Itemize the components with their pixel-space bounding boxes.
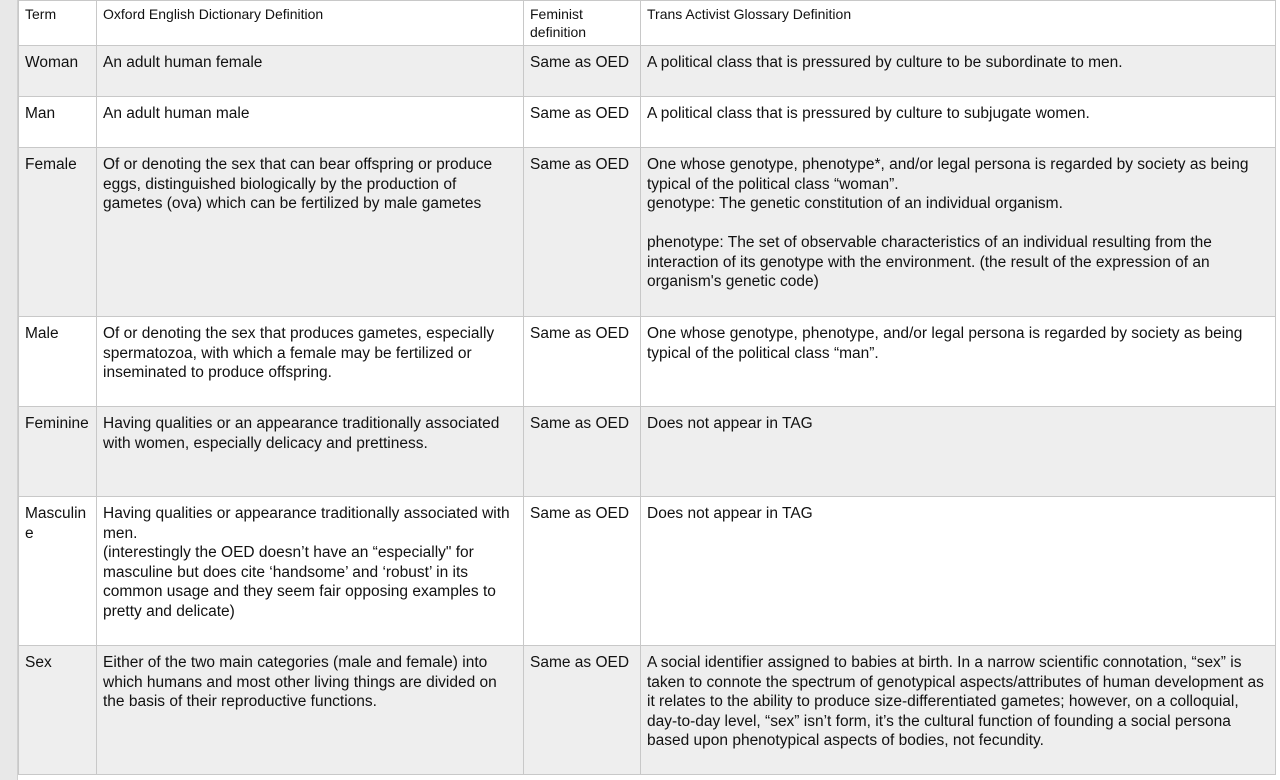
definitions-table: [18, 0, 1276, 775]
cell-tag[interactable]: A social identifier assigned to babies at birth. In a narrow scientific connotation, “sex” is taken to connote the spectrum of genotypical aspects/attributes of human development as it relates to the ability to produce size-differentiated gametes; however, on a colloquial, day-to-day level, “sex” isn’t form, it’s the cultural function of founding a social persona based upon phenotypical aspects of bodies, not fecundity.: [641, 646, 1276, 775]
table-row: [19, 646, 1276, 775]
cell-term[interactable]: Male: [19, 317, 97, 407]
cell-tag[interactable]: A political class that is pressured by culture to be subordinate to men.: [641, 46, 1276, 97]
header-oed[interactable]: Oxford English Dictionary Definition: [97, 1, 524, 46]
document-page[interactable]: [18, 0, 1280, 780]
cell-term[interactable]: Masculine: [19, 497, 97, 646]
cell-term[interactable]: Sex: [19, 646, 97, 775]
cell-feminist[interactable]: Same as OED: [524, 407, 641, 497]
cell-feminist[interactable]: Same as OED: [524, 646, 641, 775]
cell-tag[interactable]: Does not appear in TAG: [641, 497, 1276, 646]
cell-oed[interactable]: An adult human female: [97, 46, 524, 97]
cell-oed[interactable]: Of or denoting the sex that can bear offspring or produce eggs, distinguished biologically by the production of gametes (ova) which can be fertilized by male gametes: [97, 148, 524, 317]
cell-term[interactable]: Man: [19, 97, 97, 148]
cell-tag[interactable]: Does not appear in TAG: [641, 407, 1276, 497]
cell-oed[interactable]: Either of the two main categories (male and female) into which humans and most other living things are divided on the basis of their reproductive functions.: [97, 646, 524, 775]
cell-oed[interactable]: Having qualities or appearance traditionally associated with men. (interestingly the OED doesn’t have an “especially" for masculine but does cite ‘handsome’ and ‘robust’ in its common usage and they seem fair opposing examples to pretty and delicate): [97, 497, 524, 646]
header-feminist[interactable]: Feminist definition: [524, 1, 641, 46]
cell-term[interactable]: Female: [19, 148, 97, 317]
cell-feminist[interactable]: Same as OED: [524, 97, 641, 148]
table-row: [19, 97, 1276, 148]
document-margin: [0, 0, 18, 780]
cell-oed[interactable]: An adult human male: [97, 97, 524, 148]
cell-feminist[interactable]: Same as OED: [524, 46, 641, 97]
cell-tag[interactable]: One whose genotype, phenotype, and/or legal persona is regarded by society as being typical of the political class “man”.: [641, 317, 1276, 407]
cell-oed[interactable]: Having qualities or an appearance traditionally associated with women, especially delicacy and prettiness.: [97, 407, 524, 497]
cell-term[interactable]: Woman: [19, 46, 97, 97]
table-row: [19, 497, 1276, 646]
table-row: [19, 317, 1276, 407]
cell-term[interactable]: Feminine: [19, 407, 97, 497]
table-row: [19, 407, 1276, 497]
cell-feminist[interactable]: Same as OED: [524, 148, 641, 317]
header-term[interactable]: Term: [19, 1, 97, 46]
cell-tag[interactable]: A political class that is pressured by culture to subjugate women.: [641, 97, 1276, 148]
table-row: [19, 46, 1276, 97]
cell-feminist[interactable]: Same as OED: [524, 317, 641, 407]
cell-tag[interactable]: One whose genotype, phenotype*, and/or legal persona is regarded by society as being typical of the political class “woman”. genotype: The genetic constitution of an individual organism. phenotype: The set of observable characteristics of an individual resulting from the interaction of its genotype with the environment. (the result of the expression of an organism's genetic code): [641, 148, 1276, 317]
header-tag[interactable]: Trans Activist Glossary Definition: [641, 1, 1276, 46]
table-row: [19, 148, 1276, 317]
paragraph-gap: [647, 214, 1269, 234]
cell-oed[interactable]: Of or denoting the sex that produces gametes, especially spermatozoa, with which a female may be fertilized or inseminated to produce offspring.: [97, 317, 524, 407]
cell-feminist[interactable]: Same as OED: [524, 497, 641, 646]
table-header-row: [19, 1, 1276, 46]
